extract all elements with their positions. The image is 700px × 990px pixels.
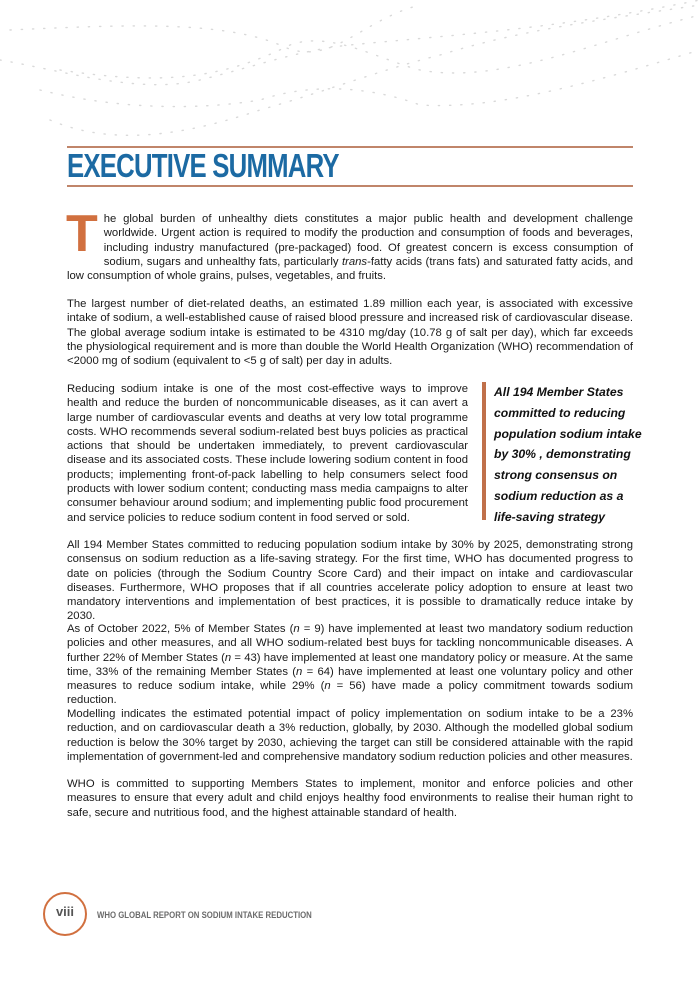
page-title: EXECUTIVE SUMMARY <box>67 147 339 184</box>
text-segment: = 64) have implemented at least one voluntary policy and other measures to reduce sodium intake, while 29% ( <box>67 665 633 693</box>
text-segment: As of October 2022, 5% of Member States ( <box>67 623 294 635</box>
pull-quote <box>482 382 642 524</box>
pull-quote-line: sodium reduction as a <box>494 488 624 503</box>
text-segment: = 56) have made a policy commitment towards sodium reduction. <box>67 680 633 707</box>
paragraph-who-commitment: WHO is committed to supporting Members States to implement, monitor and enforce policies and other measures to ensure that every adult and child enjoys healthy food environments to realise their human right to safe, secure and nutritious food, and the highest attainable standard of health. <box>67 778 633 819</box>
paragraph-modelling: Modelling indicates the estimated potential impact of policy implementation on sodium intake to be a 23% reduction, and on cardiovascular death a 3% reduction, globally, by 2030. Although the modelled global sodium reduction is below the 30% target by 2030, achieving the target can still be considered attainable with the rapid implementation of government-led and comprehensive mandatory sodium reduction policies and other measures. <box>67 708 633 763</box>
title-rule-bottom <box>67 185 633 187</box>
page-number-badge <box>43 892 87 936</box>
pull-quote-line: All 194 Member States <box>494 385 624 399</box>
italic-n: n <box>224 651 232 664</box>
pull-quote-line: life-saving strategy <box>494 509 606 524</box>
italic-n: n <box>324 680 331 693</box>
pull-quote-line: by 30% , demonstrating <box>494 447 631 462</box>
drop-cap: T <box>66 205 98 263</box>
dotted-wave-line <box>10 5 420 52</box>
text-segment: = 9) have implemented at least two mandatory sodium reduction policies and other measures, and all WHO sodium-related best buys for tackling noncommunicable diseases. A further 22% of Member States ( <box>67 623 634 664</box>
text-segment: = 43) have implemented at least one mandatory policy or measure. At the same time, 33% of the remaining Member States ( <box>67 651 633 678</box>
dotted-wave-line <box>0 0 700 85</box>
intro-italic: trans <box>341 255 368 268</box>
paragraph-member-states-commitment: All 194 Member States committed to reducing population sodium intake by 30% by 2025, demonstrating strong consensus on sodium reduction as a life-saving strategy. For the first time, WHO has documented progress to date on policies (through the Sodium Country Score Card) and their impact on intake and cardiovascular diseases. Furthermore, WHO proposes that if all countries accelerate policy adoption to ensure at least two mandatory interventions and implementation of best practices, it is possible to dramatically reduce intake by 2030. <box>67 539 633 623</box>
paragraph-sodium-deaths: The largest number of diet-related deaths, an estimated 1.89 million each year, is associated with excessive intake of sodium, a well-established cause of raised blood pressure and increased risk of cardiovascular disease. The global average sodium intake is estimated to be 4310 mg/day (10.78 g of salt per day), which far exceeds the physiological requirement and is more than double the World Health Organization (WHO) recommendation of <2000 mg of sodium (equivalent to <5 g of salt) per day in adults. <box>67 298 633 368</box>
running-footer-title: WHO GLOBAL REPORT ON SODIUM INTAKE REDUCTION <box>97 910 312 921</box>
intro-text-1: he global burden of unhealthy diets constitutes a major public health and development challenge worldwide. Urgent action is required to modify the production and consumption of foods and beverages, including industry manufactured (pre-packaged) food. Of greatest concern is excess consumption of sodium, sugars and unhealthy fats, particularly <box>103 213 633 268</box>
pull-quote-line: strong consensus on <box>494 468 618 483</box>
italic-n: n <box>296 665 303 678</box>
paragraph-progress-2022 <box>67 622 633 708</box>
page-number: viii <box>55 903 75 919</box>
intro-paragraph <box>66 205 633 283</box>
pull-quote-line: population sodium intake <box>494 426 642 441</box>
italic-n: n <box>293 623 300 635</box>
pull-quote-line: committed to reducing <box>494 405 626 420</box>
decorative-dotted-waves <box>0 0 700 140</box>
dotted-wave-line <box>50 5 700 135</box>
intro-text-2: -fatty acids (trans fats) and saturated fatty acids, and low consumption of whole grains, pulses, vegetables, and fruits. <box>67 255 633 283</box>
dotted-wave-line <box>60 15 700 78</box>
paragraph-best-buys: Reducing sodium intake is one of the most cost-effective ways to improve health and reduce the burden of noncommunicable diseases, as it can avert a large number of cardiovascular events and deaths at very low total programme costs. WHO recommends several sodium-related best buys policies as practical actions that should be undertaken immediately, to prevent cardiovascular disease and its associated costs. These include lowering sodium content in food products; implementing front-of-pack labelling to help consumers select food products with lower sodium content; conducting mass media campaigns to alter consumer behaviour around sodium; and implementing public food procurement and service policies to reduce sodium content in food served or sold. <box>67 383 468 524</box>
